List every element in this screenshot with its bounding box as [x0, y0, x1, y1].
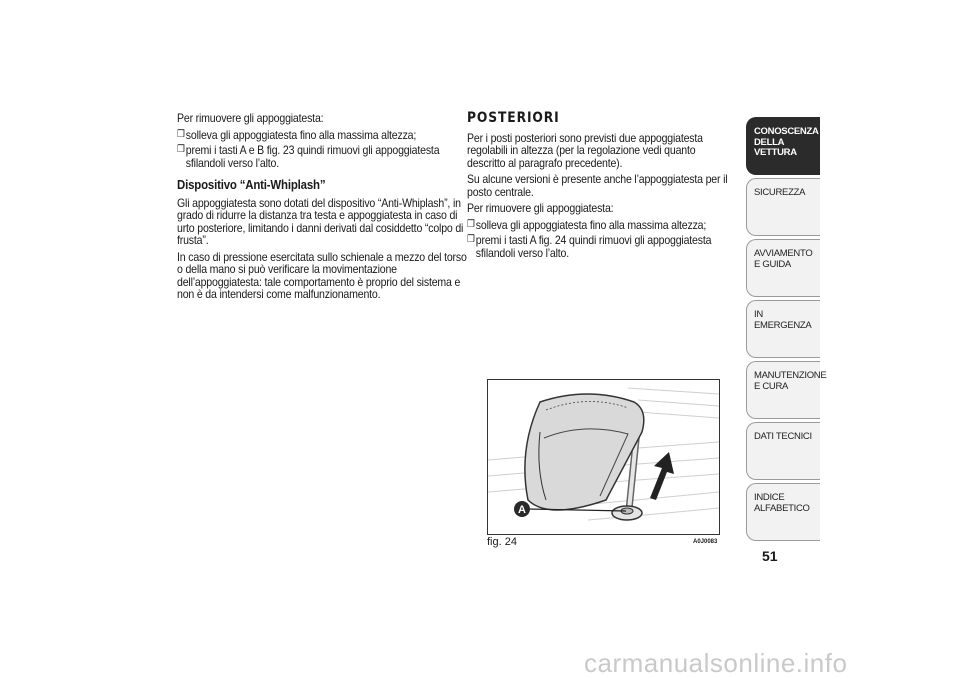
paragraph: In caso di pressione esercitata sullo schienale a mezzo del torso o della mano si può verificare la movimentazione dell’appoggiatesta: tale comportamento è proprio del sistema e non è da intendersi come malfunzionamento.	[177, 249, 467, 301]
headrest-figure	[487, 379, 720, 535]
list-item: ❒ solleva gli appoggiatesta fino alla massima altezza;	[177, 127, 417, 142]
section-heading: POSTERIORI	[467, 110, 560, 126]
tab-emergenza[interactable]: IN EMERGENZA	[746, 300, 820, 358]
list-item: ❒ premi i tasti A e B fig. 23 quindi rimuovi gli appoggiatesta sfilandoli verso l’alto.	[177, 143, 440, 170]
list-item: ❒ solleva gli appoggiatesta fino alla massima altezza;	[467, 217, 707, 232]
page-number: 51	[762, 548, 778, 564]
bullet-box-icon: ❒	[177, 144, 185, 155]
tab-dati-tecnici[interactable]: DATI TECNICI	[746, 422, 820, 480]
figure-code: A0J0083	[693, 539, 718, 545]
list-item: ❒ premi i tasti A fig. 24 quindi rimuovi gli appoggiatesta sfilandoli verso l’alto.	[467, 233, 712, 260]
callout-label: A	[518, 504, 526, 516]
figure-caption: fig. 24	[487, 536, 517, 548]
left-intro: Per rimuovere gli appoggiatesta:	[177, 111, 324, 125]
tab-sicurezza[interactable]: SICUREZZA	[746, 178, 820, 236]
bullet-box-icon: ❒	[467, 218, 475, 230]
section-subheading: Dispositivo “Anti-Whiplash”	[177, 177, 326, 192]
paragraph: Gli appoggiatesta sono dotati del dispositivo “Anti-Whiplash”, in grado di ridurre la distanza tra testa e appoggiatesta in caso di urto posteriore, limitando i danni derivati dal cosiddetto “colpo di frusta”.	[177, 195, 464, 247]
paragraph: Per i posti posteriori sono previsti due appoggiatesta regolabili in altezza (per la regolazione vedi quanto descritto al paragrafo precedente).	[467, 130, 703, 170]
chapter-tabs	[746, 117, 827, 544]
bullet-box-icon: ❒	[177, 128, 185, 140]
headrest-illustration	[488, 380, 719, 534]
watermark: carmanualsonline.info	[584, 648, 848, 678]
paragraph: Su alcune versioni è presente anche l’appoggiatesta per il posto centrale.	[467, 172, 728, 199]
right-intro: Per rimuovere gli appoggiatesta:	[467, 201, 614, 215]
bullet-box-icon: ❒	[467, 234, 475, 245]
left-column	[177, 112, 467, 305]
tab-indice[interactable]: INDICE ALFABETICO	[746, 483, 820, 541]
tab-avviamento[interactable]: AVVIAMENTO E GUIDA	[746, 239, 820, 297]
right-column	[467, 112, 736, 262]
tab-manutenzione[interactable]: MANUTENZIONE E CURA	[746, 361, 820, 419]
tab-conoscenza[interactable]: CONOSCENZA DELLA VETTURA	[746, 117, 820, 175]
